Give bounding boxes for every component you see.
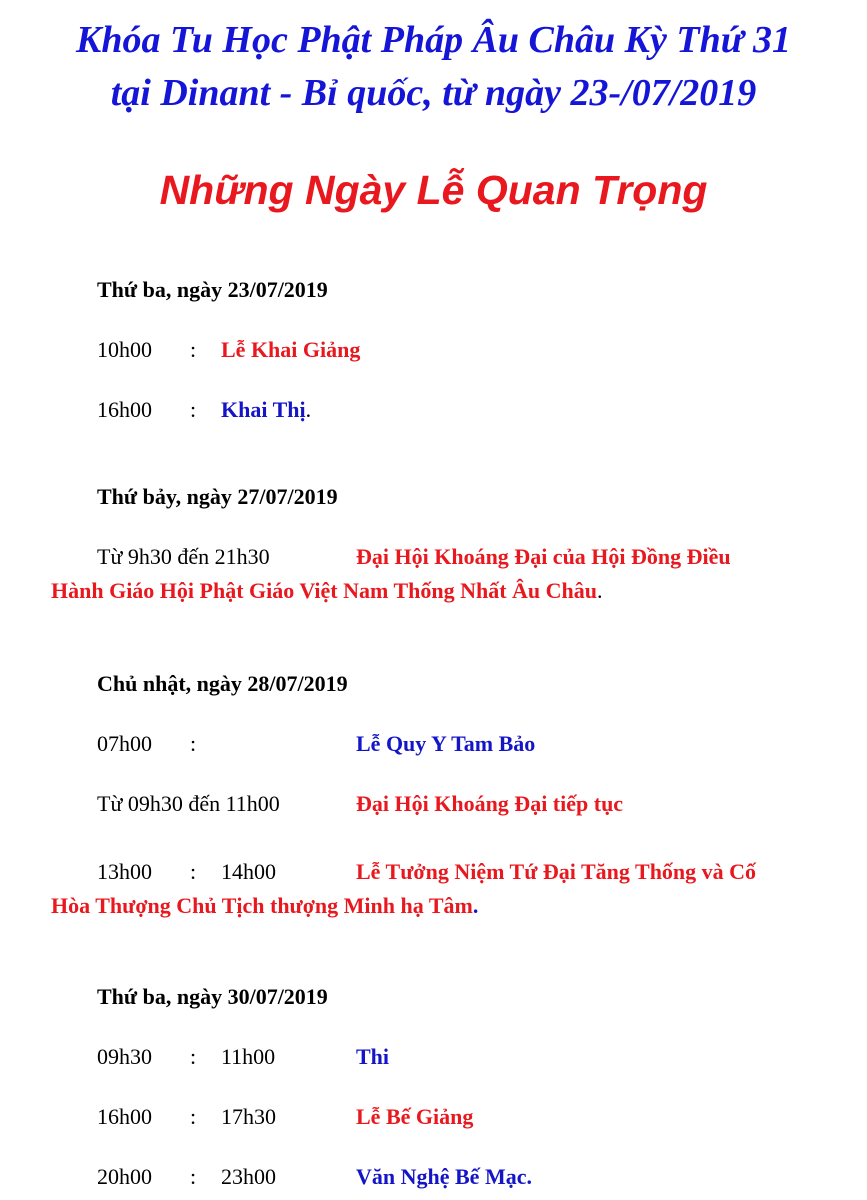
event-suffix: . (305, 397, 312, 422)
event-end-time: 14h00 (221, 859, 276, 884)
day-heading-3: Chủ nhật, ngày 28/07/2019 (97, 671, 348, 696)
event-time: 09h30 (97, 1044, 152, 1069)
event-separator: : (190, 1044, 197, 1069)
title-line-1: Khóa Tu Học Phật Pháp Âu Châu Kỳ Thứ 31 (75, 19, 791, 61)
event-label-line-2 (51, 895, 478, 917)
event-end-time: 23h00 (221, 1164, 276, 1189)
event-separator: : (190, 731, 197, 756)
event-time: 16h00 (97, 397, 152, 422)
event-label-line-1: Đại Hội Khoáng Đại của Hội Đồng Điều (356, 544, 731, 569)
day-heading-4: Thứ ba, ngày 30/07/2019 (97, 984, 328, 1009)
event-suffix: . (472, 893, 479, 918)
event-separator: : (190, 1104, 197, 1129)
event-time: 13h00 (97, 859, 152, 884)
event-end-time: 17h30 (221, 1104, 276, 1129)
event-label-line-2 (51, 580, 603, 602)
day-heading-1: Thứ ba, ngày 23/07/2019 (97, 277, 328, 302)
event-label-text: Khai Thị (221, 397, 306, 422)
event-time: Từ 9h30 đến 21h30 (97, 544, 270, 569)
event-time: Từ 09h30 đến 11h00 (97, 791, 280, 816)
event-separator: : (190, 397, 197, 422)
event-separator: : (190, 337, 197, 362)
event-label-text: Hành Giáo Hội Phật Giáo Việt Nam Thống Nhất Âu Châu (51, 578, 598, 603)
event-end-time: 11h00 (221, 1044, 276, 1069)
event-label-text: Hòa Thượng Chủ Tịch thượng Minh hạ Tâm (51, 893, 473, 918)
event-separator: : (190, 859, 197, 884)
page-subtitle: Những Ngày Lễ Quan Trọng (159, 167, 708, 213)
event-label: Lễ Khai Giảng (221, 337, 361, 362)
event-label-line-1: Lễ Tưởng Niệm Tứ Đại Tăng Thống và Cố (356, 859, 757, 884)
event-suffix: . (597, 578, 603, 603)
event-label: Đại Hội Khoáng Đại tiếp tục (356, 791, 624, 816)
event-time: 16h00 (97, 1104, 152, 1129)
event-separator: : (190, 1164, 197, 1189)
event-time: 07h00 (97, 731, 152, 756)
event-label (221, 399, 311, 421)
event-label: Lễ Quy Y Tam Bảo (356, 731, 536, 756)
event-label: Lễ Bế Giảng (356, 1104, 474, 1129)
event-time: 20h00 (97, 1164, 152, 1189)
event-label: Thi (356, 1044, 390, 1069)
event-label: Văn Nghệ Bế Mạc. (356, 1164, 532, 1189)
title-line-2: tại Dinant - Bỉ quốc, từ ngày 23-/07/2019 (110, 72, 757, 114)
event-time: 10h00 (97, 337, 152, 362)
day-heading-2: Thứ bảy, ngày 27/07/2019 (97, 484, 338, 509)
